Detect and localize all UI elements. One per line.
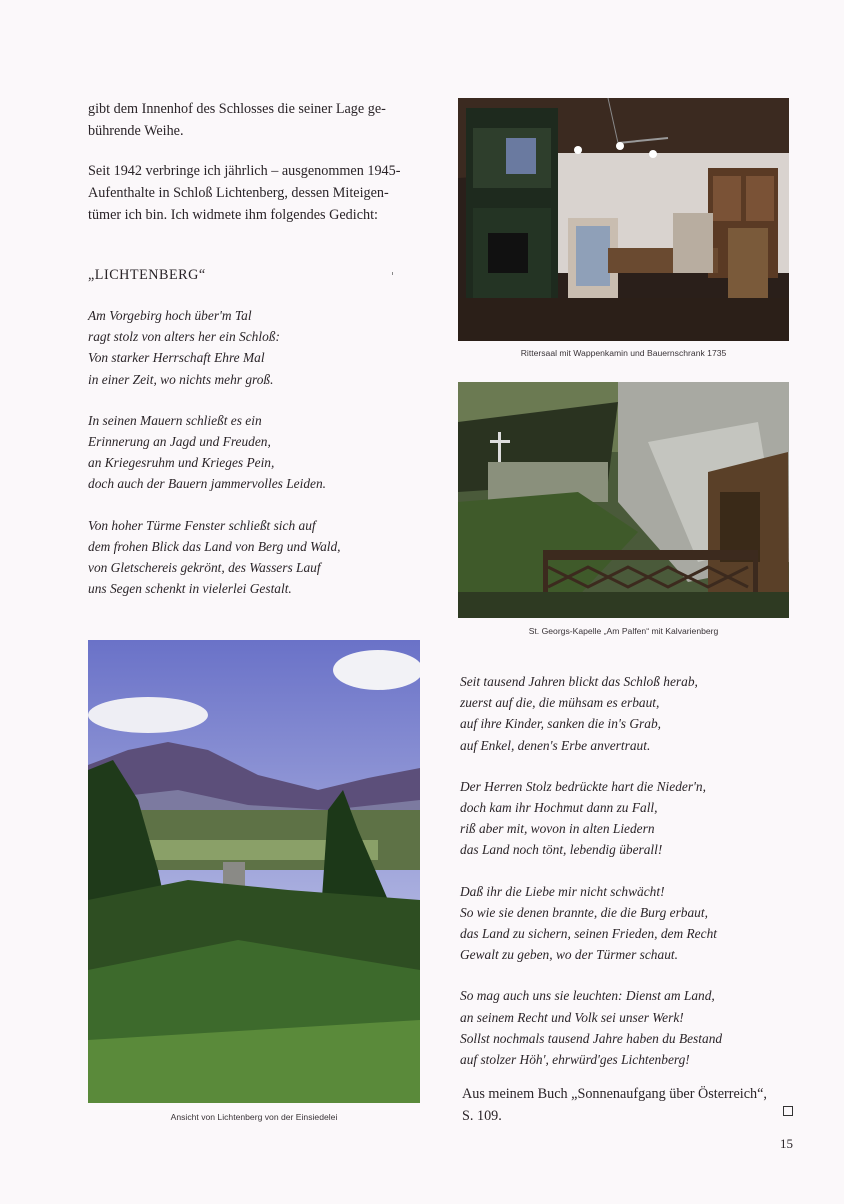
poem-line: Am Vorgebirg hoch über'm Tal [88, 308, 252, 323]
text-line: Aus meinem Buch „Sonnenaufgang über Österreich“, [462, 1086, 767, 1102]
rittersaal-photo [458, 98, 789, 341]
poem-line: So mag auch uns sie leuchten: Dienst am Land, [460, 988, 715, 1004]
poem-line: riß aber mit, wovon in alten Liedern [460, 821, 655, 837]
stanza [88, 410, 341, 495]
stanza [460, 985, 722, 1070]
end-of-article-icon [783, 1106, 793, 1116]
poem-line: In seinen Mauern schließt es ein [88, 412, 262, 428]
poem-line: zuerst auf die, die mühsam es erbaut, [460, 695, 660, 711]
stray-mark [392, 272, 393, 275]
poem-line: das Land noch tönt, lebendig überall! [460, 842, 663, 858]
poem-line: Daß ihr die Liebe mir nicht schwächt! [460, 883, 665, 899]
text-line: Seit 1942 verbringe ich jährlich – ausgenommen 1945- [88, 163, 401, 179]
poem-line: Seit tausend Jahren blickt das Schloß herab, [460, 674, 698, 689]
poem-left-column [88, 305, 341, 619]
ansicht-caption: Ansicht von Lichtenberg von der Einsiedelei [170, 1112, 338, 1122]
text-line: gibt dem Innenhof des Schlosses die seiner Lage ge- [88, 101, 386, 117]
poem-line: dem frohen Blick das Land von Berg und Wald, [88, 538, 341, 554]
poem-line: Sollst nochmals tausend Jahre haben du Bestand [460, 1030, 723, 1046]
poem-line: von Gletschereis gekrönt, des Wassers Lauf [88, 560, 321, 576]
stanza [460, 881, 722, 966]
poem-line: Der Herren Stolz bedrückte hart die Nieder'n, [460, 778, 706, 794]
text-line: bührende Weihe. [88, 123, 184, 139]
text-line: Aufenthalte in Schloß Lichtenberg, dessen Miteigen- [88, 185, 389, 201]
poem-line: Von hoher Türme Fenster schließt sich auf [88, 517, 316, 533]
intro-paragraph-1 [88, 98, 386, 142]
poem-line: auf ihre Kinder, sanken die in's Grab, [460, 716, 661, 732]
poem-right-column [460, 671, 722, 1090]
intro-paragraph-2 [88, 160, 400, 226]
poem-title: „LICHTENBERG“ [88, 267, 206, 283]
poem-line: So wie sie denen brannte, die die Burg erbaut, [460, 904, 708, 920]
poem-line: das Land zu sichern, seinen Frieden, dem Recht [460, 926, 717, 942]
kapelle-photo [458, 382, 789, 618]
stanza [460, 776, 722, 861]
poem-line: doch auch der Bauern jammervolles Leiden. [88, 476, 327, 492]
poem-line: ragt stolz von alters her ein Schloß: [88, 329, 280, 345]
kapelle-caption: St. Georgs-Kapelle „Am Palfen“ mit Kalvarienberg [528, 626, 719, 636]
text-line: S. 109. [462, 1108, 502, 1124]
poem-line: auf Enkel, denen's Erbe anvertraut. [460, 737, 651, 753]
poem-line: doch kam ihr Hochmut dann zu Fall, [460, 800, 658, 816]
poem-line: uns Segen schenkt in vielerlei Gestalt. [88, 581, 292, 597]
source-note [462, 1083, 767, 1127]
poem-line: Von starker Herrschaft Ehre Mal [88, 350, 265, 366]
stanza [88, 515, 341, 600]
page-number: 15 [780, 1136, 793, 1151]
stanza [460, 671, 722, 756]
poem-line: Gewalt zu geben, wo der Türmer schaut. [460, 947, 678, 963]
rittersaal-caption: Rittersaal mit Wappenkamin und Bauernschrank 1735 [520, 348, 727, 358]
poem-line: an seinem Recht und Volk sei unser Werk! [460, 1009, 684, 1025]
ansicht-photo [88, 640, 420, 1103]
text-line: tümer ich bin. Ich widmete ihm folgendes Gedicht: [88, 207, 378, 223]
poem-line: an Kriegesruhm und Krieges Pein, [88, 455, 275, 471]
stanza [88, 305, 341, 390]
poem-line: in einer Zeit, wo nichts mehr groß. [88, 371, 274, 387]
poem-line: auf stolzer Höh', ehrwürd'ges Lichtenberg! [460, 1052, 690, 1068]
poem-line: Erinnerung an Jagd und Freuden, [88, 434, 271, 450]
